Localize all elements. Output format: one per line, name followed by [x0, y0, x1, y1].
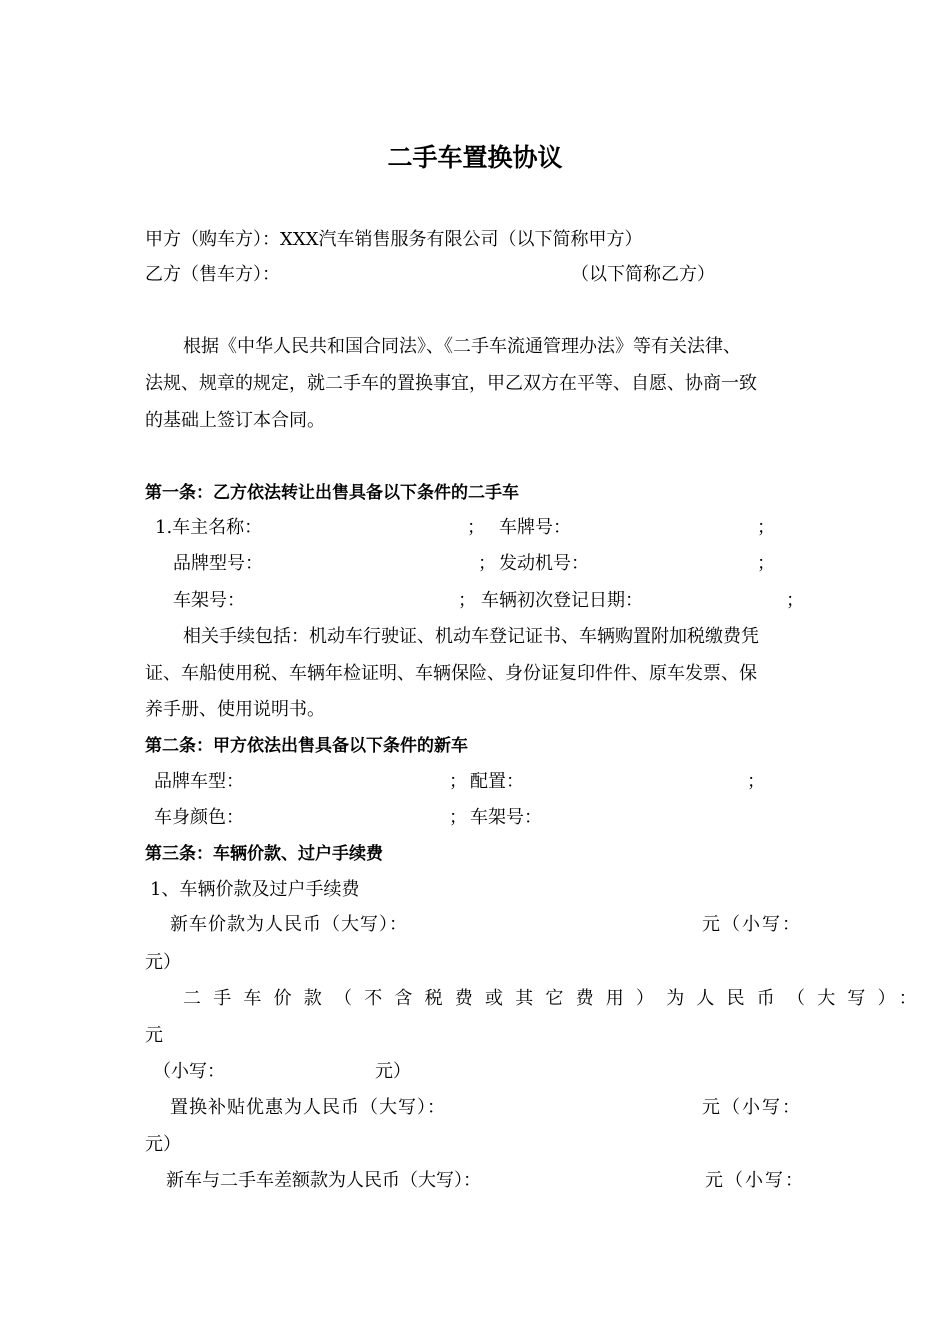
used-price-small-end: 元） [375, 1061, 411, 1082]
subsidy-end: 元） [145, 1134, 181, 1155]
new-price-end: 元） [145, 952, 181, 973]
used-price-yuan: 元 [145, 1025, 163, 1046]
brand-model-label: 品牌型号： [173, 553, 263, 574]
separator: ； [467, 517, 485, 538]
article3-sub1: 1、车辆价款及过户手续费 [150, 879, 360, 900]
intro-line-3: 的基础上签订本合同。 [145, 410, 325, 431]
diff-line: 新车与二手车差额款为人民币（大写）： [166, 1170, 481, 1191]
docs-line-1: 相关手续包括：机动车行驶证、机动车登记证书、车辆购置附加税缴费凭 [183, 626, 759, 647]
article2-heading: 第二条：甲方依法出售具备以下条件的新车 [145, 736, 468, 756]
docs-line-3: 养手册、使用说明书。 [145, 699, 325, 720]
new-price-small: 元（小写： [702, 914, 802, 935]
config-label: 配置： [470, 771, 524, 792]
plate-label: 车牌号： [499, 517, 571, 538]
reg-date-label: 车辆初次登记日期： [481, 590, 643, 611]
article3-heading: 第三条：车辆价款、过户手续费 [145, 844, 383, 864]
article1-heading: 第一条：乙方依法转让出售具备以下条件的二手车 [145, 483, 519, 503]
separator: ； [757, 553, 775, 574]
intro-line-1: 根据《中华人民共和国合同法》、《二手车流通管理办法》等有关法律、 [183, 336, 741, 357]
new-vin-label: 车架号： [470, 807, 542, 828]
separator: ； [786, 590, 804, 611]
separator: ； [757, 517, 775, 538]
intro-line-2: 法规、规章的规定，就二手车的置换事宜，甲乙双方在平等、自愿、协商一致 [145, 373, 757, 394]
separator: ； [449, 771, 467, 792]
used-price-small: （小写： [153, 1061, 225, 1082]
diff-small: 元（小写： [705, 1170, 805, 1191]
owner-name-label: 1.车主名称： [155, 517, 263, 538]
brand-label: 品牌车型： [154, 771, 244, 792]
separator: ； [449, 807, 467, 828]
page-title: 二手车置换协议 [387, 143, 563, 172]
party-a-line: 甲方（购车方）：XXX汽车销售服务有限公司（以下简称甲方） [145, 229, 643, 250]
docs-line-2: 证、车船使用税、车辆年检证明、车辆保险、身份证复印件件、原车发票、保 [145, 663, 757, 684]
subsidy-line: 置换补贴优惠为人民币（大写）： [170, 1097, 446, 1118]
party-b-suffix: （以下简称乙方） [571, 264, 715, 285]
color-label: 车身颜色： [154, 807, 244, 828]
subsidy-small: 元（小写： [702, 1097, 802, 1118]
engine-label: 发动机号： [499, 553, 589, 574]
separator: ； [458, 590, 476, 611]
new-price-line: 新车价款为人民币（大写）： [170, 914, 408, 935]
vin-label: 车架号： [173, 590, 245, 611]
separator: ； [747, 771, 765, 792]
used-price-line: 二手车价款（不含税费或其它费用）为人民币（大写）： [183, 988, 929, 1009]
party-b-label: 乙方（售车方）： [145, 264, 280, 285]
separator: ； [478, 553, 496, 574]
